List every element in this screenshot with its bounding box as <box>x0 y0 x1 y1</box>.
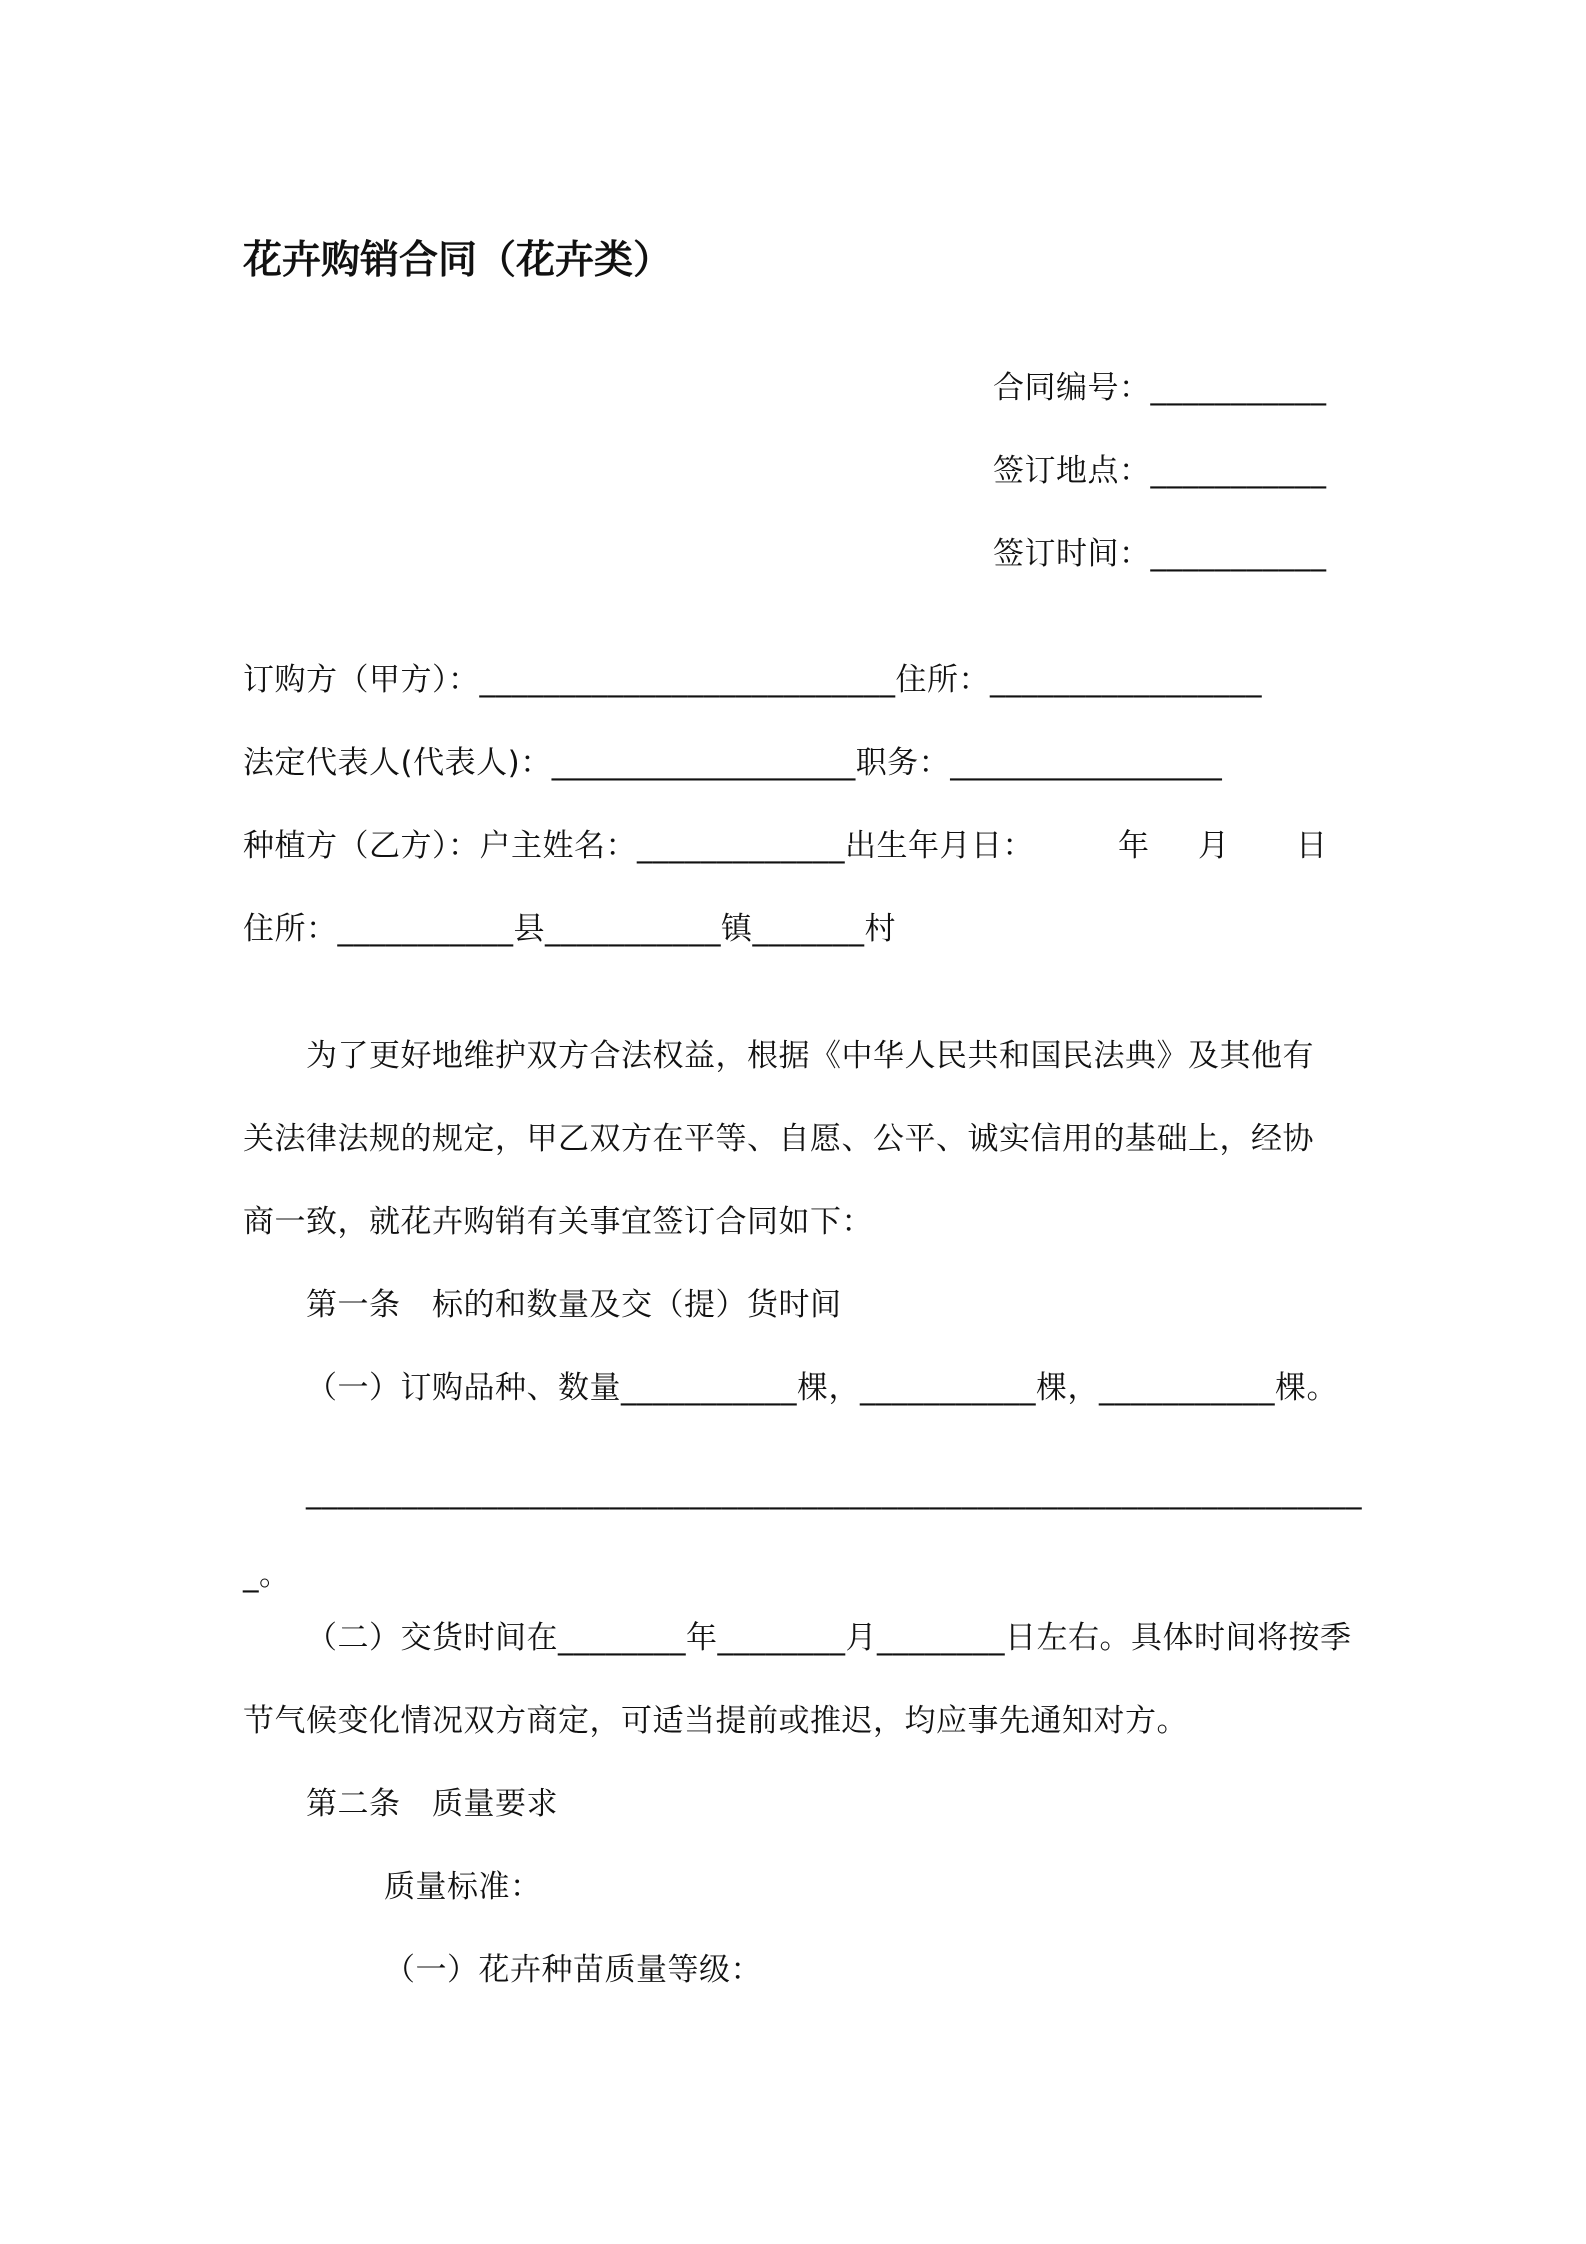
preamble-line-3: 商一致，就花卉购销有关事宜签订合同如下： <box>243 1204 873 1240</box>
birth-month-label: 月 <box>1198 828 1230 864</box>
county-blank: ___________ <box>337 911 514 947</box>
quantity-blank-1: ___________ <box>621 1370 797 1406</box>
buyer-blank: __________________________ <box>479 662 896 698</box>
birth-label: 出生年月日： <box>845 828 1034 864</box>
variety-blank-tail: _。 <box>243 1557 291 1593</box>
quantity-blank-3: ___________ <box>1099 1370 1275 1406</box>
signing-place-field: 签订地点：___________ <box>993 453 1327 489</box>
article-2-heading: 第二条 质量要求 <box>306 1786 558 1822</box>
county-label: 县 <box>513 911 545 947</box>
delivery-month-label: 月 <box>845 1620 877 1656</box>
legal-rep-blank: ___________________ <box>551 745 856 781</box>
delivery-day-blank: ________ <box>877 1620 1005 1656</box>
buyer-label: 订购方（甲方）： <box>243 662 480 698</box>
delivery-year-blank: ________ <box>558 1620 686 1656</box>
variety-long-blank: __________________________________________________________________ <box>306 1474 1362 1510</box>
delivery-day-tail: 日左右。具体时间将按季 <box>1005 1620 1352 1656</box>
grower-name-blank: _____________ <box>637 828 845 864</box>
item-2-label: （二）交货时间在 <box>306 1620 558 1656</box>
article-1-heading: 第一条 标的和数量及交（提）货时间 <box>306 1287 842 1323</box>
birth-year-label: 年 <box>1118 828 1150 864</box>
buyer-address-blank: _________________ <box>990 662 1262 698</box>
delivery-month-blank: ________ <box>717 1620 846 1656</box>
signing-time-field: 签订时间：___________ <box>993 536 1327 572</box>
seedling-quality-grade: （一）花卉种苗质量等级： <box>384 1952 762 1988</box>
item-1-label: （一）订购品种、数量 <box>306 1370 621 1406</box>
legal-rep-label: 法定代表人(代表人)： <box>243 745 552 781</box>
buyer-address-label: 住所： <box>895 662 990 698</box>
buyer-line <box>243 660 1262 700</box>
preamble-line-1: 为了更好地维护双方合法权益，根据《中华人民共和国民法典》及其他有 <box>306 1038 1314 1074</box>
contract-number-field: 合同编号：___________ <box>993 370 1327 406</box>
position-label: 职务： <box>855 745 951 781</box>
unit-label-2: 棵， <box>1036 1370 1099 1406</box>
village-blank: _______ <box>752 911 865 947</box>
document-title: 花卉购销合同（花卉类） <box>243 238 673 283</box>
article-1-item-1 <box>306 1368 1338 1408</box>
delivery-year-label: 年 <box>686 1620 718 1656</box>
grower-label: 种植方（乙方）：户主姓名： <box>243 828 637 864</box>
town-blank: ___________ <box>545 911 721 947</box>
quantity-blank-2: ___________ <box>860 1370 1036 1406</box>
birth-day-label: 日 <box>1296 828 1328 864</box>
article-1-item-2-cont: 节气候变化情况双方商定，可适当提前或推迟，均应事先通知对方。 <box>243 1703 1188 1739</box>
legal-rep-line <box>243 743 1222 783</box>
quality-standard-label: 质量标准： <box>384 1869 542 1905</box>
grower-address-line <box>243 909 896 949</box>
unit-label-1: 棵， <box>797 1370 860 1406</box>
village-label: 村 <box>864 911 896 947</box>
article-1-item-2 <box>306 1618 1352 1658</box>
position-blank: _________________ <box>950 745 1223 781</box>
grower-line <box>243 826 1034 866</box>
grower-address-label: 住所： <box>243 911 338 947</box>
town-label: 镇 <box>721 911 753 947</box>
unit-label-end: 棵。 <box>1275 1370 1338 1406</box>
preamble-line-2: 关法律法规的规定，甲乙双方在平等、自愿、公平、诚实信用的基础上，经协 <box>243 1121 1314 1157</box>
